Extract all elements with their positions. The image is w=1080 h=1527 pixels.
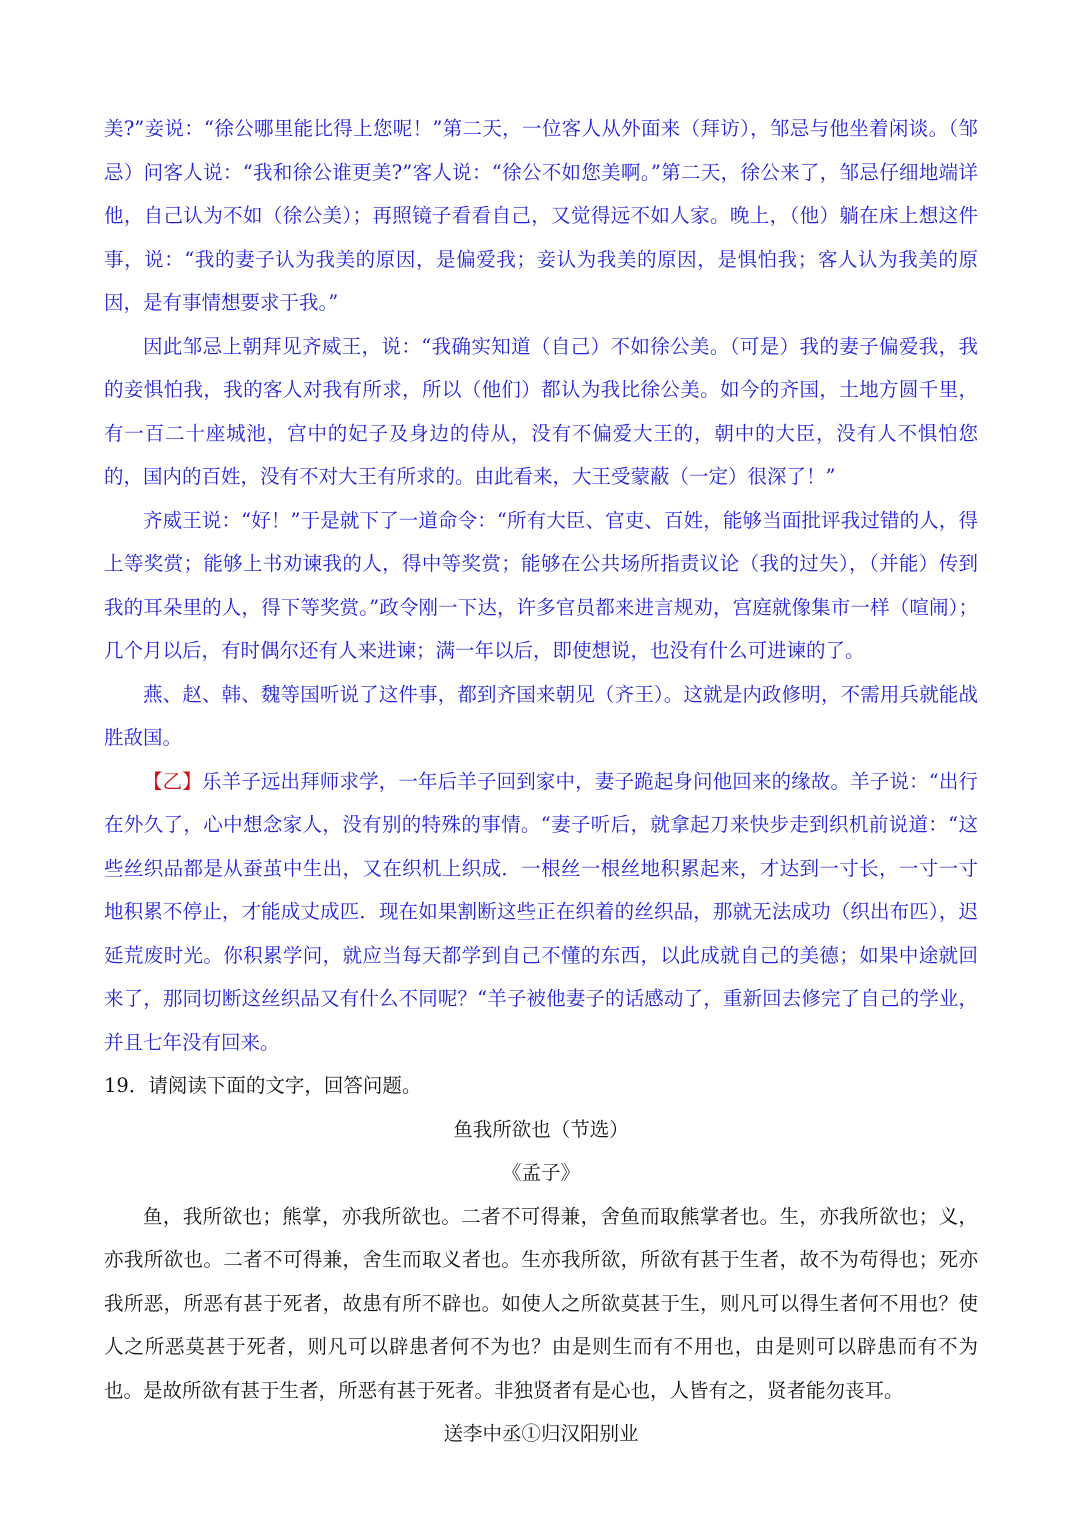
passage-source: 《孟子》 bbox=[501, 1161, 580, 1184]
question-number: 19．请阅读下面的文字，回答问题。 bbox=[104, 1074, 422, 1097]
poem-title: 送李中丞①归汉阳别业 bbox=[443, 1422, 639, 1445]
translation-paragraph-yi bbox=[104, 760, 978, 1065]
translation-paragraph-1: 美?”妾说：“徐公哪里能比得上您呢！”第二天，一位客人从外面来（拜访），邹忌与他坐着闲谈。（邹忌）问客人说：“我和徐公谁更美?”客人说：“徐公不如您美啊。”第二天，徐公来了，邹忌仔细地端详他，自己认为不如（徐公美）；再照镜子看看自己，又觉得远不如人家。晚上，（他）躺在床上想这件事，说：“我的妻子认为我美的原因，是偏爱我；妾认为我美的原因，是惧怕我；客人认为我美的原因，是有事情想要求于我。” bbox=[104, 117, 978, 314]
passage-title: 鱼我所欲也（节选） bbox=[453, 1117, 629, 1141]
translation-paragraph-3: 齐威王说：“好！”于是就下了一道命令：“所有大臣、官吏、百姓，能够当面批评我过错的人，得上等奖赏；能够上书劝谏我的人，得中等奖赏；能够在公共场所指责议论（我的过失），（并能）传到我的耳朵里的人，得下等奖赏。”政令刚一下达，许多官员都来进言规劝，宫庭就像集市一样（喧闹）；几个月以后，有时偶尔还有人来进谏；满一年以后，即使想说，也没有什么可进谏的了。 bbox=[104, 508, 978, 662]
yi-text: 乐羊子远出拜师求学，一年后羊子回到家中，妻子跪起身问他回来的缘故。羊子说：“出行在外久了，心中想念家人，没有别的特殊的事情。“妻子听后，就拿起刀来快步走到织机前说道：“这些丝织品都是从蚕茧中生出，又在织机上织成．一根丝一根丝地积累起来，才达到一寸长，一寸一寸地积累不停止，才能成丈成匹．现在如果割断这些正在织着的丝织品，那就无法成功（织出布匹），迟延荒废时光。你积累学问，就应当每天都学到自己不懂的东西，以此成就自己的美德；如果中途就回来了，那同切断这丝织品又有什么不同呢？“羊子被他妻子的话感动了，重新回去修完了自己的学业，并且七年没有回来。 bbox=[104, 769, 978, 1054]
translation-paragraph-4: 燕、赵、韩、魏等国听说了这件事，都到齐国来朝见（齐王）。这就是内政修明，不需用兵就能战胜敌国。 bbox=[104, 682, 978, 749]
yi-label: 【乙】 bbox=[143, 769, 202, 793]
question-block bbox=[104, 1064, 978, 1456]
passage-text: 鱼，我所欲也；熊掌，亦我所欲也。二者不可得兼，舍鱼而取熊掌者也。生，亦我所欲也；义，亦我所欲也。二者不可得兼，舍生而取义者也。生亦我所欲，所欲有甚于生者，故不为苟得也；死亦我所恶，所恶有甚于死者，故患有所不辟也。如使人之所欲莫甚于生，则凡可以得生者何不用也？使人之所恶莫甚于死者，则凡可以辟患者何不为也？由是则生而有不用也，由是则可以辟患而有不为也。是故所欲有甚于生者，所恶有甚于死者。非独贤者有是心也，人皆有之，贤者能勿丧耳。 bbox=[104, 1204, 978, 1402]
translation-block bbox=[104, 107, 978, 1064]
document-page bbox=[104, 107, 978, 1456]
translation-paragraph-2: 因此邹忌上朝拜见齐威王，说：“我确实知道（自己）不如徐公美。（可是）我的妻子偏爱我，我的妾惧怕我，我的客人对我有所求，所以（他们）都认为我比徐公美。如今的齐国，土地方圆千里，有一百二十座城池，宫中的妃子及身边的侍从，没有不偏爱大王的，朝中的大臣，没有人不惧怕您的，国内的百姓，没有不对大王有所求的。由此看来，大王受蒙蔽（一定）很深了！” bbox=[104, 334, 978, 488]
